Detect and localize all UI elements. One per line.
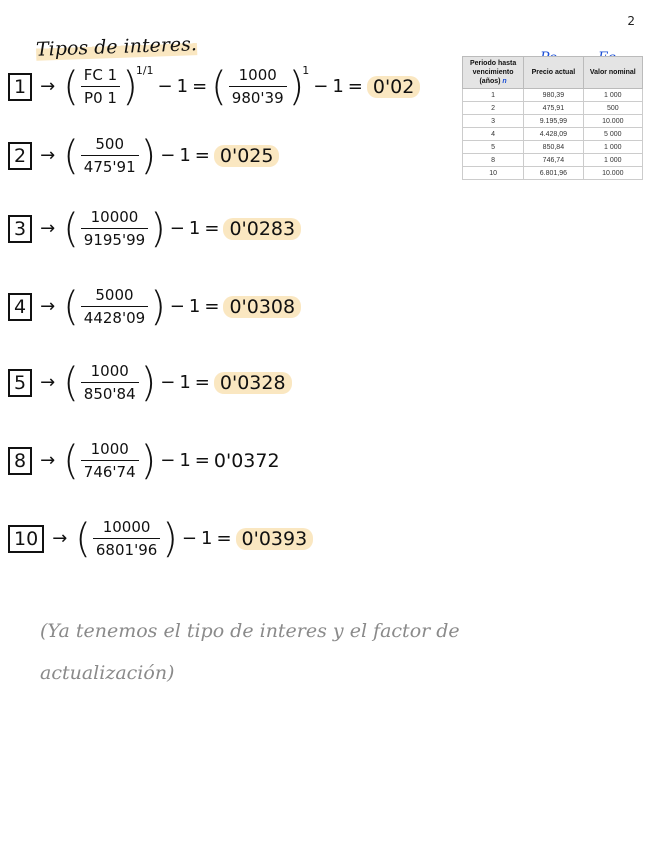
fraction-numerator: 5000 xyxy=(95,286,134,304)
equation-label: 4 xyxy=(8,293,32,321)
result-value: 0'02 xyxy=(367,76,421,98)
table-cell: 1 000 xyxy=(583,141,642,154)
fraction-denominator: 4428'09 xyxy=(81,306,148,327)
header-period-text: Periodo hasta vencimiento (años) xyxy=(469,60,517,85)
open-paren: ( xyxy=(63,283,79,330)
equation-2 xyxy=(8,132,279,179)
page-title xyxy=(36,33,198,61)
table-cell: 475,91 xyxy=(524,102,583,115)
title-text: Tipos de interes. xyxy=(35,33,198,61)
result-value: 0'025 xyxy=(214,145,280,167)
table-cell: 9.195,99 xyxy=(524,115,583,128)
result-value: 0'0283 xyxy=(223,218,301,240)
equation-10 xyxy=(8,515,313,562)
equation-label: 8 xyxy=(8,447,32,475)
open-paren: ( xyxy=(63,63,79,110)
open-paren: ( xyxy=(211,63,227,110)
result-value: 0'0328 xyxy=(214,372,292,394)
one: 1 xyxy=(179,145,191,166)
one: 1 xyxy=(176,76,189,97)
close-paren: ) xyxy=(288,63,305,110)
equation-label: 3 xyxy=(8,215,32,243)
minus-sign: − xyxy=(160,450,176,471)
result-value: 0'0393 xyxy=(236,528,314,550)
arrow-icon: → xyxy=(52,528,68,549)
table-cell: 10.000 xyxy=(583,115,642,128)
table-cell: 8 xyxy=(463,154,524,167)
table-cell: 6.801,96 xyxy=(524,167,583,180)
equals-sign: = xyxy=(194,145,210,166)
equation-label: 5 xyxy=(8,369,32,397)
fraction-denominator: 475'91 xyxy=(81,155,139,176)
equals-sign: = xyxy=(347,76,363,97)
one: 1 xyxy=(332,76,344,97)
open-paren: ( xyxy=(63,437,79,484)
close-paren: ) xyxy=(140,359,157,406)
equals-sign: = xyxy=(204,218,220,239)
arrow-icon: → xyxy=(40,145,56,166)
fraction-numerator: 10000 xyxy=(102,518,151,536)
header-price: Precio actual xyxy=(524,57,583,89)
fraction-denominator: 6801'96 xyxy=(93,538,160,559)
table-cell: 4.428,09 xyxy=(524,128,583,141)
table-cell: 2 xyxy=(463,102,524,115)
equation-label: 2 xyxy=(8,142,32,170)
fraction-denominator: 980'39 xyxy=(229,86,287,107)
equation-4 xyxy=(8,283,301,330)
fraction-denominator: 746'74 xyxy=(81,460,139,481)
fraction-numerator: 1000 xyxy=(90,362,129,380)
one: 1 xyxy=(188,296,201,317)
equation-label: 1 xyxy=(8,73,32,101)
one: 1 xyxy=(179,450,191,471)
fraction-numerator: 1000 xyxy=(238,66,277,84)
bond-table xyxy=(462,56,643,180)
equals-sign: = xyxy=(192,76,208,97)
table-cell: 1 000 xyxy=(583,154,642,167)
result-value: 0'0372 xyxy=(213,449,280,472)
minus-sign: − xyxy=(169,218,185,239)
close-paren: ) xyxy=(162,515,178,562)
close-paren: ) xyxy=(140,437,157,484)
arrow-icon: → xyxy=(40,296,56,317)
note-line-1: (Ya tenemos el tipo de interes y el factor de xyxy=(40,620,460,642)
table-cell: 850,84 xyxy=(524,141,583,154)
fraction-symbolic xyxy=(81,66,120,107)
minus-sign: − xyxy=(181,528,197,549)
equals-sign: = xyxy=(204,296,220,317)
table-row xyxy=(463,128,643,141)
fraction-numerator: FC 1 xyxy=(83,66,118,84)
table-cell: 746,74 xyxy=(524,154,583,167)
closing-note xyxy=(40,610,560,694)
table-cell: 500 xyxy=(583,102,642,115)
arrow-icon: → xyxy=(40,372,56,393)
minus-sign: − xyxy=(169,296,185,317)
arrow-icon: → xyxy=(40,218,56,239)
open-paren: ( xyxy=(63,359,79,406)
one: 1 xyxy=(188,218,201,239)
minus-sign: − xyxy=(160,372,176,393)
minus-sign: − xyxy=(313,76,329,97)
equals-sign: = xyxy=(194,450,210,471)
header-nominal: Valor nominal xyxy=(583,57,642,89)
fraction-numeric xyxy=(81,440,139,481)
fraction-numeric xyxy=(81,362,139,403)
equals-sign: = xyxy=(216,528,232,549)
minus-sign: − xyxy=(157,76,173,97)
fraction-numeric xyxy=(81,135,139,176)
arrow-icon: → xyxy=(40,450,56,471)
table-cell: 980,39 xyxy=(524,89,583,102)
table-cell: 3 xyxy=(463,115,524,128)
close-paren: ) xyxy=(140,132,157,179)
table-row xyxy=(463,89,643,102)
exponent: 1/1 xyxy=(135,64,154,77)
table-row xyxy=(463,141,643,154)
fraction-numeric xyxy=(93,518,160,559)
minus-sign: − xyxy=(160,145,176,166)
close-paren: ) xyxy=(150,205,166,252)
page-number: 2 xyxy=(627,14,635,28)
table-cell: 10.000 xyxy=(583,167,642,180)
table-cell: 1 000 xyxy=(583,89,642,102)
fraction-numerator: 10000 xyxy=(90,208,139,226)
one: 1 xyxy=(179,372,191,393)
header-period xyxy=(463,57,524,89)
close-paren: ) xyxy=(150,283,166,330)
fraction-numeric xyxy=(229,66,287,107)
fraction-denominator: 850'84 xyxy=(81,382,139,403)
close-paren: ) xyxy=(122,63,138,110)
equation-label: 10 xyxy=(8,525,44,553)
fraction-numeric xyxy=(81,286,148,327)
n-annotation: n xyxy=(502,78,507,85)
open-paren: ( xyxy=(63,205,79,252)
fraction-denominator: P0 1 xyxy=(81,86,120,107)
table-row xyxy=(463,102,643,115)
arrow-icon: → xyxy=(40,76,56,97)
equation-8 xyxy=(8,437,280,484)
fraction-numerator: 500 xyxy=(95,135,125,153)
fraction-numerator: 1000 xyxy=(90,440,129,458)
equation-1 xyxy=(8,63,420,110)
equation-5 xyxy=(8,359,292,406)
table-cell: 10 xyxy=(463,167,524,180)
equals-sign: = xyxy=(194,372,210,393)
table-cell: 1 xyxy=(463,89,524,102)
table-row xyxy=(463,154,643,167)
table-cell: 5 xyxy=(463,141,524,154)
table-row xyxy=(463,167,643,180)
open-paren: ( xyxy=(75,515,91,562)
fraction-numeric xyxy=(81,208,148,249)
note-line-2: actualización) xyxy=(40,662,175,684)
table-cell: 5 000 xyxy=(583,128,642,141)
exponent: 1 xyxy=(302,64,310,77)
result-value: 0'0308 xyxy=(223,296,301,318)
one: 1 xyxy=(200,528,213,549)
equation-3 xyxy=(8,205,301,252)
open-paren: ( xyxy=(63,132,79,179)
table-cell: 4 xyxy=(463,128,524,141)
fraction-denominator: 9195'99 xyxy=(81,228,148,249)
table-row xyxy=(463,115,643,128)
